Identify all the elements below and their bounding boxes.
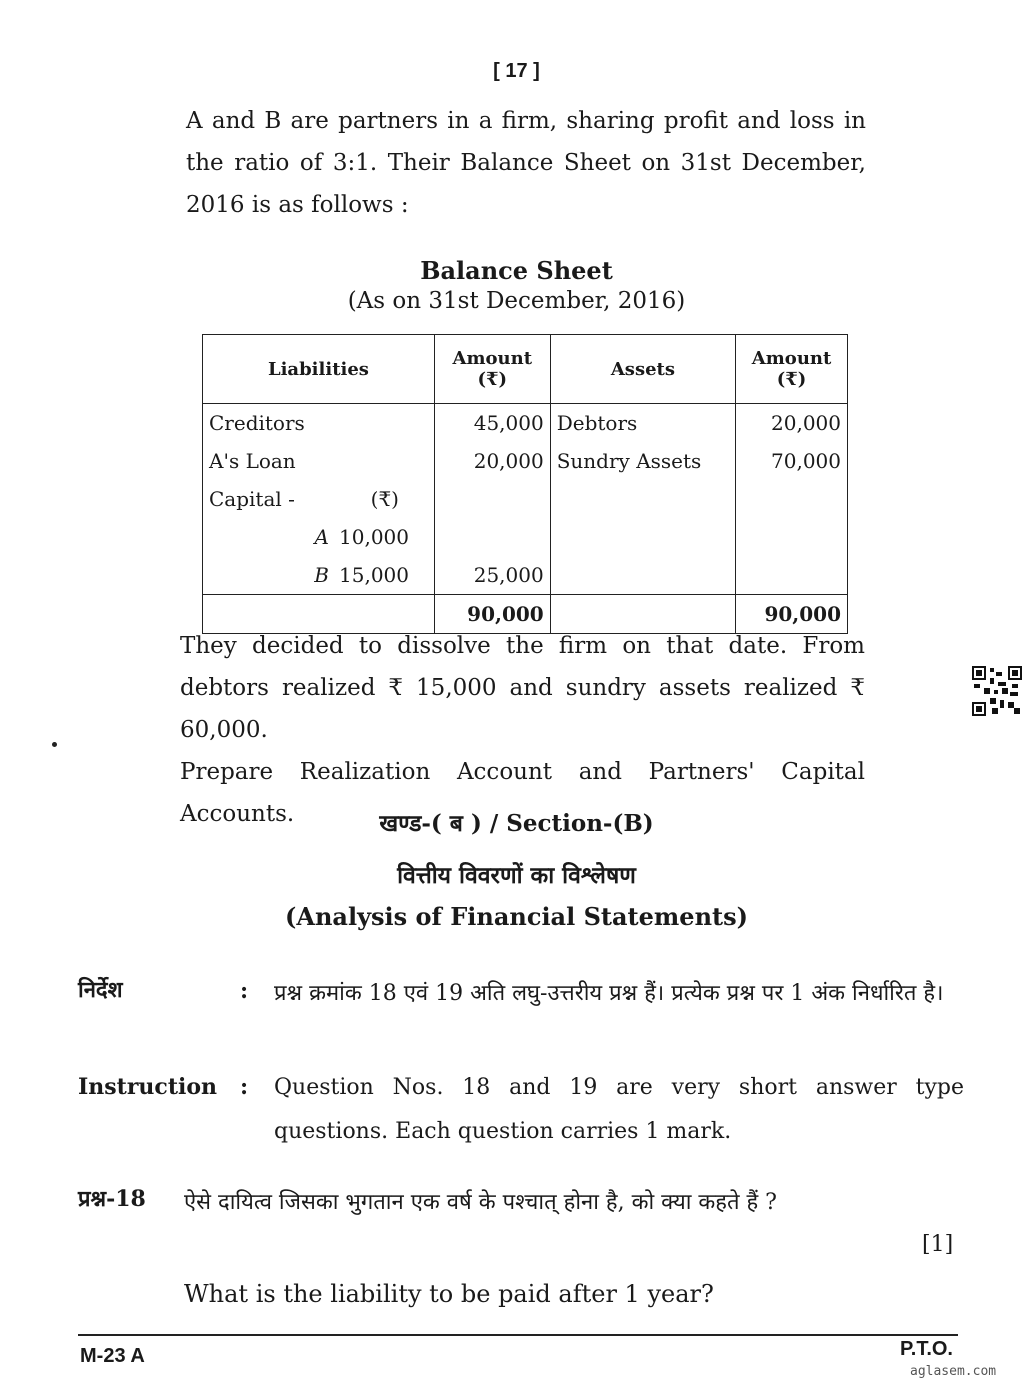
partner-capital: 10,000 xyxy=(339,525,409,549)
header-amount-label: Amount xyxy=(452,348,533,369)
header-assets-amount xyxy=(736,335,848,404)
capital-partner-a xyxy=(203,518,435,556)
section-heading: खण्ड-( ब ) / Section-(B) xyxy=(379,810,654,837)
qr-code-icon xyxy=(972,666,1022,716)
capital-partner-b xyxy=(203,556,435,595)
direction-colon: : xyxy=(240,978,249,1004)
question-18-label: प्रश्न-18 xyxy=(78,1186,146,1212)
stray-dot xyxy=(52,742,57,747)
question-intro: A and B are partners in a firm, sharing profit and loss in the ratio of 3:1. Their Balance Sheet on 31st December, 2016 is as follows : xyxy=(186,108,866,218)
table-header-row xyxy=(203,335,848,404)
question-18-marks: [1] xyxy=(922,1232,954,1257)
instruction-text: Question Nos. 18 and 19 are very short answer type questions. Each question carries 1 mark. xyxy=(274,1075,964,1144)
total-liabilities: 90,000 xyxy=(434,595,550,634)
question-18-english: What is the liability to be paid after 1 year? xyxy=(184,1280,714,1308)
partner-capital: 15,000 xyxy=(339,563,409,587)
section-english-title: (Analysis of Financial Statements) xyxy=(285,902,748,931)
capital-total: 25,000 xyxy=(434,556,550,595)
partner-name: A xyxy=(314,525,329,549)
asset-name: Sundry Assets xyxy=(550,442,735,480)
dissolution-paragraph xyxy=(180,625,865,835)
asset-amount: 70,000 xyxy=(736,442,848,480)
header-rupee-label: (₹) xyxy=(477,369,508,390)
header-liabilities-amount xyxy=(434,335,550,404)
table-row xyxy=(203,480,848,518)
partner-name: B xyxy=(314,563,329,587)
paper-code: M-23 A xyxy=(80,1345,145,1367)
instruction-label: Instruction xyxy=(78,1074,218,1100)
liability-amount: 20,000 xyxy=(434,442,550,480)
balance-sheet-title: Balance Sheet xyxy=(420,256,613,285)
prepare-instruction: Prepare Realization Account and Partners' Capital Accounts. xyxy=(180,759,865,827)
header-amount-label: Amount xyxy=(751,348,832,369)
direction-label-hindi: निर्देश xyxy=(78,977,123,1003)
section-hindi-title: वित्तीय विवरणों का विश्लेषण xyxy=(397,862,636,889)
dissolution-text: They decided to dissolve the firm on that date. From debtors realized ₹ 15,000 and sundry assets realized ₹ 60,000. xyxy=(180,633,865,743)
watermark: aglasem.com xyxy=(910,1364,997,1379)
header-rupee-label: (₹) xyxy=(776,369,807,390)
asset-amount: 20,000 xyxy=(736,404,848,443)
footer-divider xyxy=(78,1334,958,1336)
page-number: [ 17 ] xyxy=(493,60,540,82)
liability-amount: 45,000 xyxy=(434,404,550,443)
instruction-colon: : xyxy=(240,1074,249,1100)
table-row xyxy=(203,518,848,556)
please-turn-over: P.T.O. xyxy=(900,1338,953,1360)
capital-unit: (₹) xyxy=(370,487,399,511)
table-row xyxy=(203,404,848,443)
header-assets: Assets xyxy=(550,335,735,404)
total-assets: 90,000 xyxy=(736,595,848,634)
direction-text-hindi: प्रश्न क्रमांक 18 एवं 19 अति लघु-उत्तरीय प्रश्न हैं। प्रत्येक प्रश्न पर 1 अंक निर्धारित है। xyxy=(274,981,944,1006)
capital-label: Capital - xyxy=(209,487,295,511)
capital-cell xyxy=(203,480,435,518)
liability-name: A's Loan xyxy=(203,442,435,480)
balance-sheet-subtitle: (As on 31st December, 2016) xyxy=(347,288,686,314)
liability-name: Creditors xyxy=(203,404,435,443)
question-18-hindi: ऐसे दायित्व जिसका भुगतान एक वर्ष के पश्चात् होना है, को क्या कहते हैं ? xyxy=(184,1190,777,1215)
header-liabilities: Liabilities xyxy=(203,335,435,404)
table-row xyxy=(203,442,848,480)
balance-sheet-table xyxy=(202,334,848,634)
table-row xyxy=(203,556,848,595)
asset-name: Debtors xyxy=(550,404,735,443)
